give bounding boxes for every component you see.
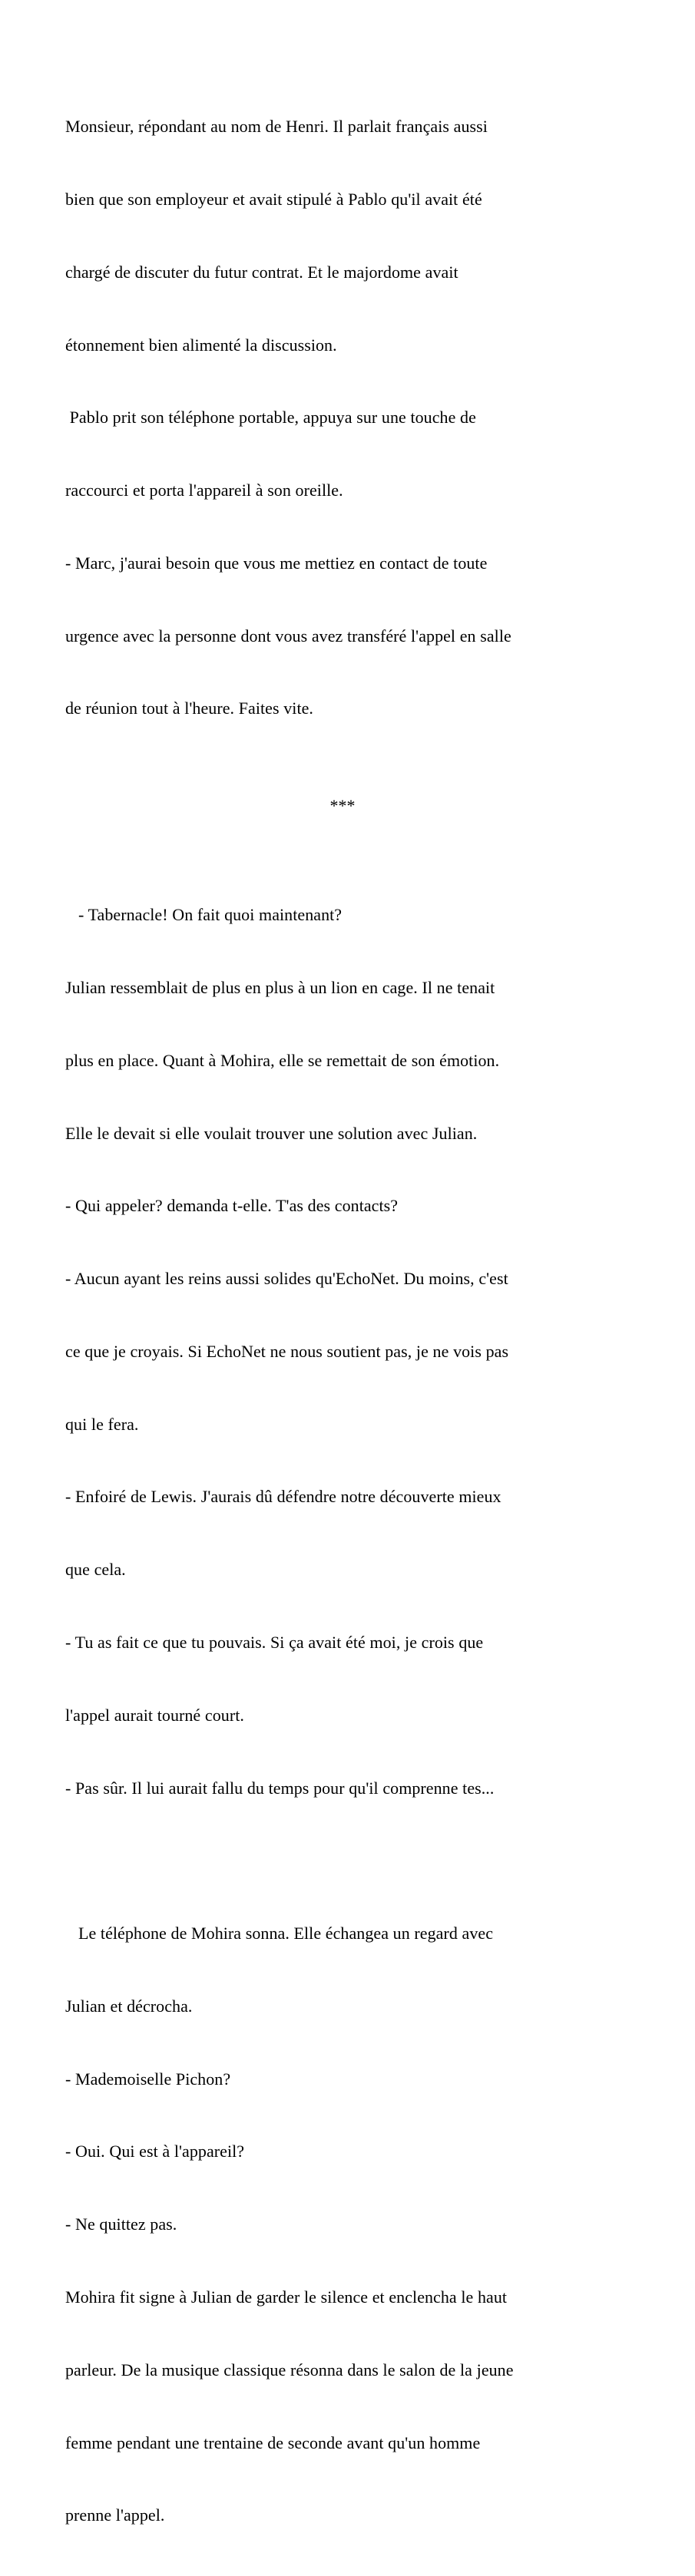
text-line: - Tabernacle! On fait quoi maintenant?: [65, 905, 343, 925]
text-line: Monsieur, répondant au nom de Henri. Il parlait français aussi: [65, 117, 488, 137]
text-line: ce que je croyais. Si EchoNet ne nous soutient pas, je ne vois pas: [65, 1341, 509, 1361]
text-line: femme pendant une trentaine de seconde avant qu'un homme: [65, 2432, 481, 2452]
text-line: prenne l'appel.: [65, 2505, 165, 2525]
text-line: - Oui. Qui est à l'appareil?: [65, 2142, 245, 2162]
text-line: de réunion tout à l'heure. Faites vite.: [65, 698, 313, 718]
text-line: Elle le devait si elle voulait trouver une solution avec Julian.: [65, 1123, 478, 1143]
text-line: Pablo prit son téléphone portable, appuya sur une touche de: [65, 408, 476, 428]
text-line: raccourci et porta l'appareil à son oreille.: [65, 481, 343, 500]
spacer: [65, 1848, 620, 1873]
text-line: Julian et décrocha.: [65, 1996, 193, 2016]
text-column: [65, 66, 620, 2576]
spacer: [65, 817, 620, 842]
text-line: qui le fera.: [65, 1414, 139, 1434]
spacer: [65, 769, 620, 794]
text-line: parleur. De la musique classique résonna dans le salon de la jeune: [65, 2360, 514, 2379]
paragraph-block-1: [65, 66, 620, 769]
text-line: - Enfoiré de Lewis. J'aurais dû défendre notre découverte mieux: [65, 1487, 501, 1507]
paragraph-block-3: [65, 1873, 620, 2576]
text-line: - Mademoiselle Pichon?: [65, 2069, 231, 2089]
text-line: - Pas sûr. Il lui aurait fallu du temps pour qu'il comprenne tes...: [65, 1778, 495, 1798]
scene-separator: ***: [329, 795, 356, 815]
text-line: Le téléphone de Mohira sonna. Elle échangea un regard avec: [65, 1924, 494, 1944]
text-line: chargé de discuter du futur contrat. Et le majordome avait: [65, 262, 458, 282]
text-line: que cela.: [65, 1560, 126, 1580]
text-line: - Marc, j'aurai besoin que vous me mettiez en contact de toute: [65, 553, 488, 573]
paragraph-block-2: [65, 854, 620, 1848]
spacer: [65, 842, 620, 854]
text-line: - Tu as fait ce que tu pouvais. Si ça avait été moi, je crois que: [65, 1633, 484, 1652]
text-line: l'appel aurait tourné court.: [65, 1705, 244, 1725]
text-line: étonnement bien alimenté la discussion.: [65, 335, 337, 355]
text-line: bien que son employeur et avait stipulé à Pablo qu'il avait été: [65, 189, 482, 209]
text-line: plus en place. Quant à Mohira, elle se remettait de son émotion.: [65, 1050, 500, 1070]
text-line: - Ne quittez pas.: [65, 2214, 177, 2234]
text-line: urgence avec la personne dont vous avez transféré l'appel en salle: [65, 626, 511, 646]
text-line: - Qui appeler? demanda t-elle. T'as des contacts?: [65, 1196, 399, 1216]
text-line: Mohira fit signe à Julian de garder le silence et enclencha le haut: [65, 2287, 508, 2307]
text-line: - Aucun ayant les reins aussi solides qu'EchoNet. Du moins, c'est: [65, 1269, 508, 1289]
text-line: Julian ressemblait de plus en plus à un lion en cage. Il ne tenait: [65, 977, 495, 997]
